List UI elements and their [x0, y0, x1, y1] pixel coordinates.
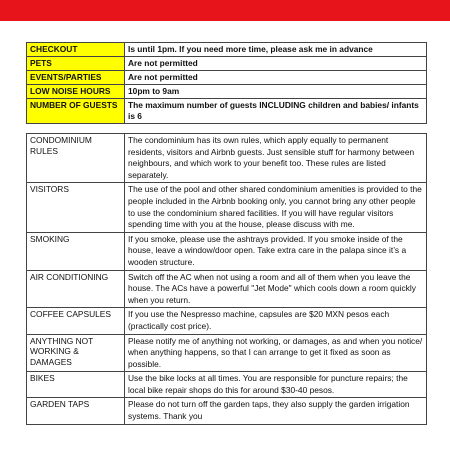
- rule-label: VISITORS: [27, 183, 125, 232]
- policy-label: LOW NOISE HOURS: [27, 85, 125, 99]
- rule-label: BIKES: [27, 372, 125, 398]
- policy-row: [27, 85, 427, 99]
- rule-label: CONDOMINIUM RULES: [27, 134, 125, 183]
- rule-row: [27, 270, 427, 308]
- rule-description: The use of the pool and other shared condominium amenities is provided to the people included in the Airbnb booking only, you cannot bring any other people to use the condominium shared facilities. If you will have regular visitors spending time with you at the house, please discuss with me.: [125, 183, 427, 232]
- rule-row: [27, 134, 427, 183]
- rule-label: COFFEE CAPSULES: [27, 308, 125, 334]
- policies-table: [26, 42, 427, 124]
- rule-description: Please do not turn off the garden taps, they also supply the garden irrigation systems. Thank you: [125, 398, 427, 424]
- rule-description: Use the bike locks at all times. You are responsible for puncture repairs; the local bike repair shops do this for around $30-40 pesos.: [125, 372, 427, 398]
- header-bar: [0, 0, 450, 21]
- rule-label: SMOKING: [27, 232, 125, 270]
- policy-label: CHECKOUT: [27, 43, 125, 57]
- rule-description: If you use the Nespresso machine, capsules are $20 MXN pesos each (practically cost price).: [125, 308, 427, 334]
- policy-value: Is until 1pm. If you need more time, please ask me in advance: [125, 43, 427, 57]
- rule-row: [27, 308, 427, 334]
- policy-label: PETS: [27, 57, 125, 71]
- policy-label: EVENTS/PARTIES: [27, 71, 125, 85]
- policy-row: [27, 57, 427, 71]
- rules-table: [26, 133, 427, 425]
- policy-value: Are not permitted: [125, 71, 427, 85]
- rule-row: [27, 334, 427, 372]
- rule-row: [27, 183, 427, 232]
- policy-value: Are not permitted: [125, 57, 427, 71]
- policy-value: The maximum number of guests INCLUDING children and babies/ infants is 6: [125, 99, 427, 124]
- policy-value: 10pm to 9am: [125, 85, 427, 99]
- rule-row: [27, 398, 427, 424]
- rule-row: [27, 372, 427, 398]
- rule-description: Please notify me of anything not working, or damages, as and when you notice/ when anything happens, so that I can arrange to get it fixed as soon as possible.: [125, 334, 427, 372]
- rule-description: If you smoke, please use the ashtrays provided. If you smoke inside of the house, leave a window/door open. Take extra care in the palapa since it’s a wooden structure.: [125, 232, 427, 270]
- policy-row: [27, 99, 427, 124]
- policy-row: [27, 71, 427, 85]
- rule-description: The condominium has its own rules, which apply equally to permanent residents, visitors and Airbnb guests. Just sensible stuff for harmony between neighbours, and which work to your benefit too. These rules are listed separately.: [125, 134, 427, 183]
- rule-label: AIR CONDITIONING: [27, 270, 125, 308]
- rule-label: GARDEN TAPS: [27, 398, 125, 424]
- policy-row: [27, 43, 427, 57]
- rule-label: ANYTHING NOT WORKING & DAMAGES: [27, 334, 125, 372]
- policy-label: NUMBER OF GUESTS: [27, 99, 125, 124]
- rule-row: [27, 232, 427, 270]
- rule-description: Switch off the AC when not using a room and all of them when you leave the house. The ACs have a powerful "Jet Mode" which cools down a room quickly when you return.: [125, 270, 427, 308]
